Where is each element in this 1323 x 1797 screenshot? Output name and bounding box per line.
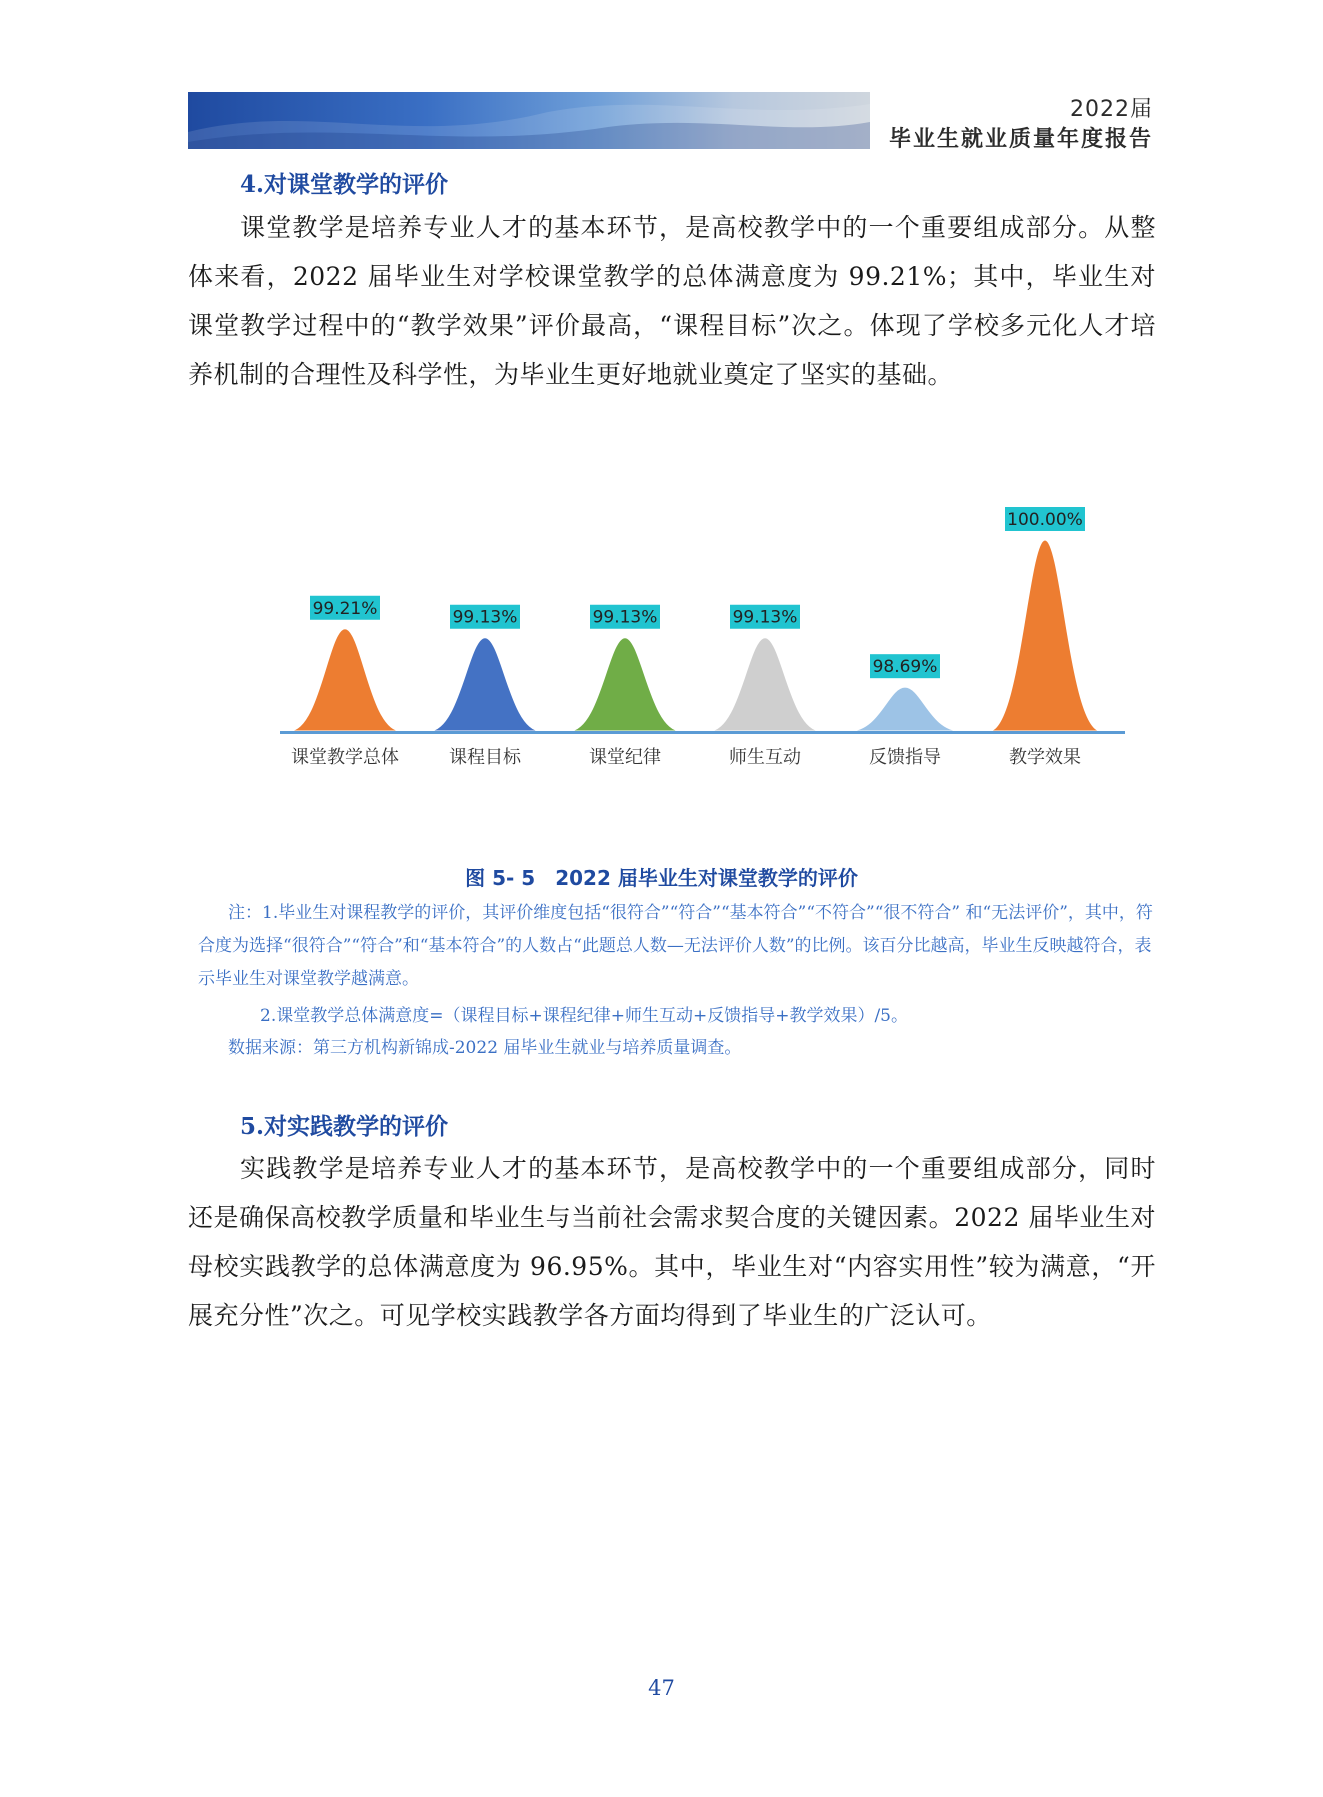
header-title: 毕业生就业质量年度报告 [888, 127, 1153, 152]
category-label-1: 课堂教学总体 [291, 747, 399, 768]
chart-peak-6 [989, 540, 1101, 731]
chart-peak-5 [849, 687, 961, 731]
section-4-paragraph: 课堂教学是培养专业人才的基本环节，是高校教学中的一个重要组成部分。从整体来看，2022 届毕业生对学校课堂教学的总体满意度为 99.21%；其中，毕业生对课堂教学过程中的“教学效果”评价最高，“课程目标”次之。体现了学校多元化人才培养机制的合理性及科学性，为毕业生更好地就业奠定了坚实的基础。 [188, 213, 1156, 389]
figure-caption: 图 5- 5 2022 届毕业生对课堂教学的评价 [465, 866, 858, 890]
chart-peak-2 [429, 638, 541, 731]
header-year: 2022届 [1070, 97, 1153, 122]
value-label-2: 99.13% [452, 607, 518, 628]
page-number: 47 [648, 1676, 675, 1700]
section-5-paragraph: 实践教学是培养专业人才的基本环节，是高校教学中的一个重要组成部分，同时还是确保高校教学质量和毕业生与当前社会需求契合度的关键因素。2022 届毕业生对母校实践教学的总体满意度为 96.95%。其中，毕业生对“内容实用性”较为满意，“开展充分性”次之。可见学校实践教学各方面均得到了毕业生的广泛认可。 [188, 1154, 1156, 1330]
category-label-2: 课程目标 [449, 747, 521, 768]
figure-note-2: 2.课堂教学总体满意度=（课程目标+课程纪律+师生互动+反馈指导+教学效果）/5。 [260, 1006, 908, 1026]
category-label-4: 师生互动 [729, 747, 801, 768]
value-label-6: 100.00% [1007, 510, 1083, 530]
value-label-5: 98.69% [872, 657, 938, 678]
section-5-heading: 5.对实践教学的评价 [240, 1113, 449, 1140]
chart-peak-3 [569, 638, 681, 731]
figure-note-1: 注：1.毕业生对课程教学的评价，其评价维度包括“很符合”“符合”“基本符合”“不符合”“很不符合” 和“无法评价”，其中，符合度为选择“很符合”“符合”和“基本符合”的人数占“此题总人数—无法评价人数”的比例。该百分比越高，毕业生反映越符合，表示毕业生对课堂教学越满意。 [198, 903, 1153, 989]
value-label-4: 99.13% [732, 607, 798, 628]
category-label-6: 教学效果 [1009, 747, 1081, 768]
chart-peak-4 [709, 638, 821, 731]
value-label-3: 99.13% [592, 607, 658, 628]
data-source: 数据来源：第三方机构新锦成-2022 届毕业生就业与培养质量调查。 [228, 1038, 742, 1058]
value-label-1: 99.21% [312, 598, 378, 619]
section-4-heading: 4.对课堂教学的评价 [240, 171, 449, 198]
header-banner [188, 92, 870, 149]
chart-peak-1 [289, 629, 401, 731]
category-label-5: 反馈指导 [869, 747, 941, 768]
category-label-3: 课堂纪律 [589, 747, 661, 768]
classroom-teaching-chart [270, 490, 1130, 780]
header-wave-decoration [188, 92, 870, 149]
